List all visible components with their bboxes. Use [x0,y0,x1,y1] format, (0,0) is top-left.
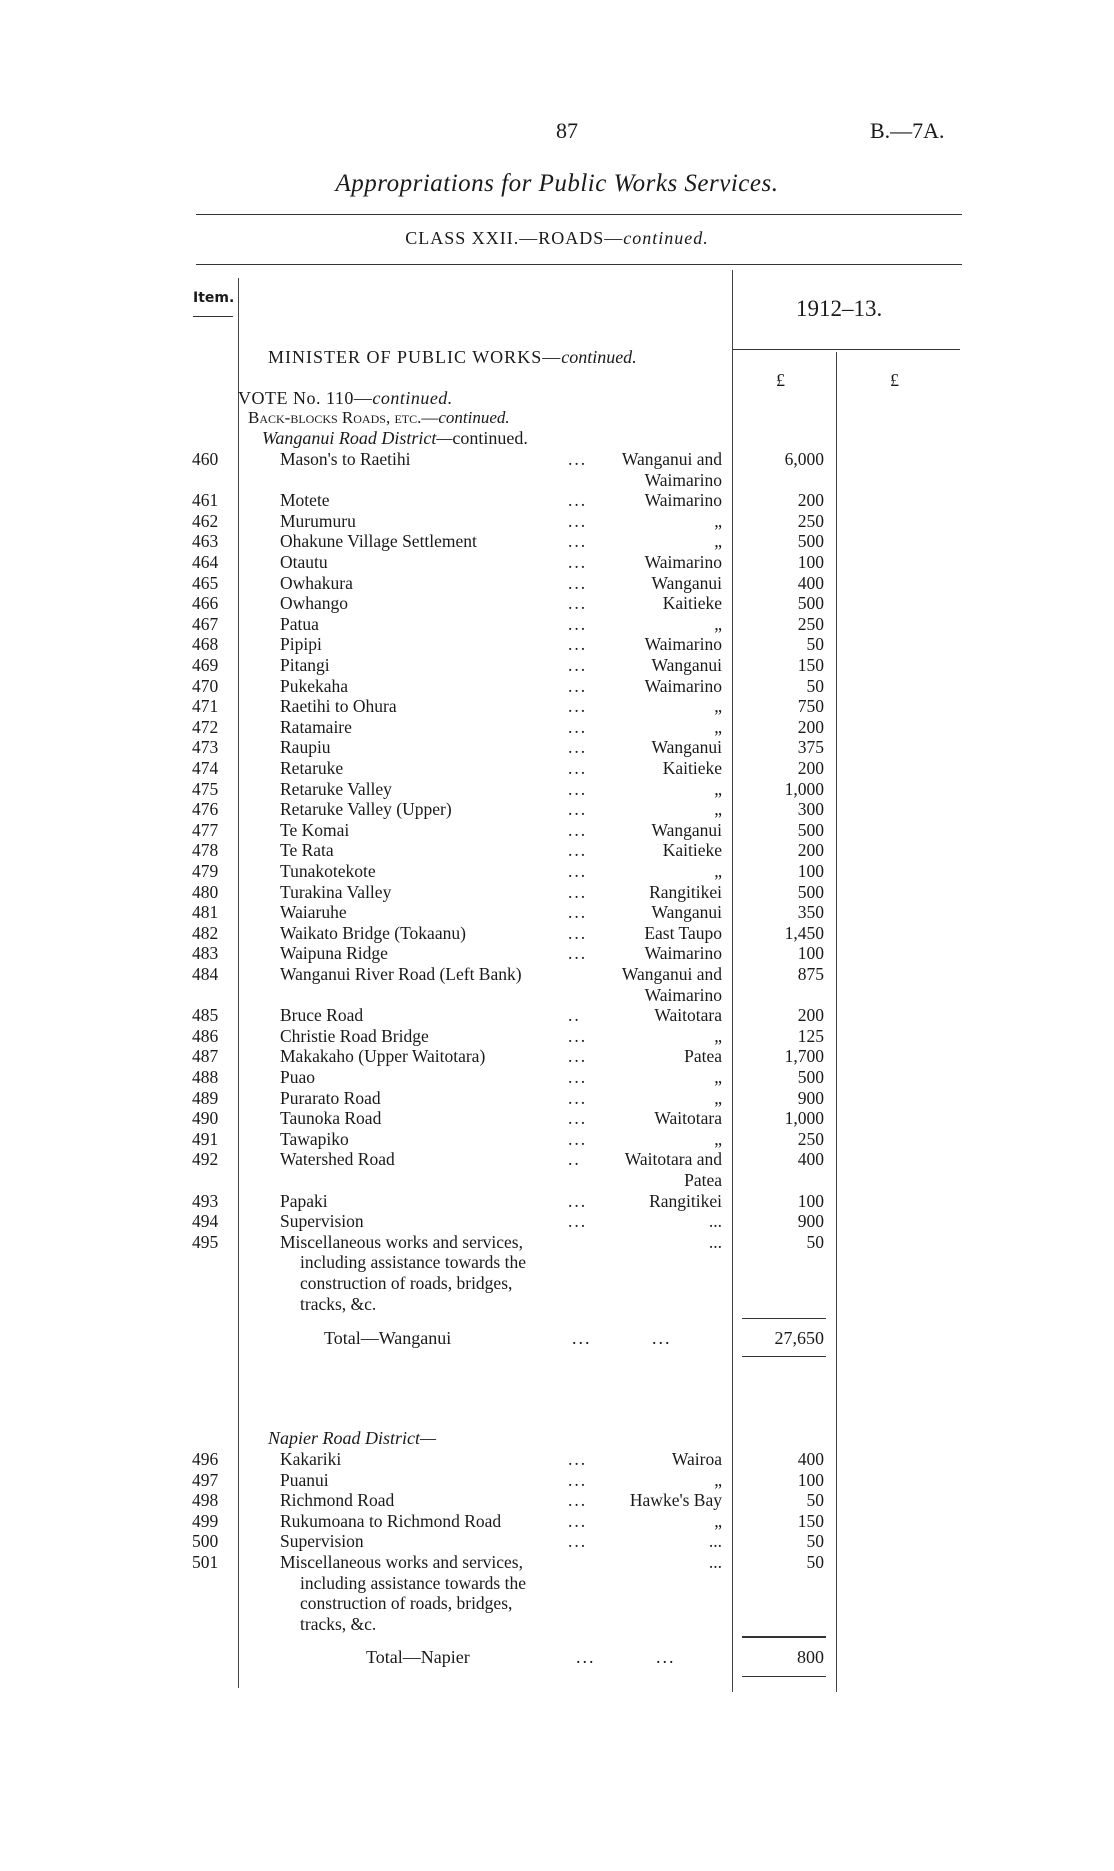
item-location: „ [714,531,722,552]
item-amount: 1,450 [784,922,824,943]
item-amount: 1,000 [784,778,824,799]
item-name: Waipuna Ridge [280,943,388,964]
leader-dots: ... [568,902,588,923]
table-row [0,861,1114,881]
item-location: Wanganui and [621,964,722,984]
item-amount: 100 [797,861,824,881]
table-row [0,676,1114,696]
item-name: Owhakura [280,572,353,593]
item-location: Wanganui and [621,449,722,469]
item-amount: 250 [797,613,824,634]
item-number: 472 [192,716,219,737]
item-amount: 400 [797,1449,824,1469]
table-row [0,882,1114,902]
item-name: Wanganui River Road (Left Bank) [280,964,522,984]
leader-dots: ... [568,1087,588,1108]
item-name: Retaruke Valley (Upper) [280,799,452,820]
item-number: 485 [192,1005,219,1026]
wanganui-total-dots-2: ... [652,1328,672,1348]
item-amount: 50 [806,675,824,696]
table-row-continuation [0,1573,1114,1593]
item-location: „ [714,613,722,634]
leader-dots: ... [568,696,588,717]
item-name: Te Komai [280,819,350,840]
item-amount: 150 [797,655,824,675]
item-number: 482 [192,922,219,943]
napier-total-dots-2: ... [656,1647,676,1667]
item-name: Christie Road Bridge [280,1025,429,1046]
item-location: Waitotara [654,1108,722,1129]
table-row [0,593,1114,613]
table-row [0,1511,1114,1531]
table-row [0,717,1114,737]
leader-dots: ... [568,1128,588,1149]
leader-dots: ... [568,799,588,820]
leader-dots: .. [568,1149,581,1170]
item-number: 480 [192,881,219,902]
table-row [0,614,1114,634]
item-location: „ [714,1067,722,1087]
item-amount: 100 [797,943,824,964]
item-number: 495 [192,1231,219,1252]
item-number: 461 [192,490,219,511]
item-number: 463 [192,531,219,552]
item-location: Kaitieke [662,840,722,861]
item-name: Waiaruhe [280,902,347,923]
item-name: Retaruke [280,758,344,778]
item-location: Waimarino [644,634,722,655]
item-name: Raupiu [280,737,331,758]
leader-dots: ... [568,1449,588,1469]
item-amount: 50 [806,1490,824,1511]
leader-dots: ... [568,510,588,531]
item-name: Papaki [280,1190,328,1211]
table-row [0,1088,1114,1108]
item-amount: 50 [806,634,824,655]
leader-dots: ... [568,1108,588,1129]
item-number: 470 [192,675,219,696]
year-column-header: 1912–13. [796,296,883,321]
minister-heading: MINISTER OF PUBLIC WORKS—continued. [268,347,637,367]
item-name: Te Rata [280,840,334,861]
item-amount: 200 [797,1005,824,1026]
item-name: Pukekaha [280,675,349,696]
item-location-line-2: Patea [684,1170,722,1190]
item-location: „ [714,799,722,820]
table-row [0,964,1114,984]
item-amount: 750 [797,696,824,717]
item-location: „ [714,1087,722,1108]
leader-dots: ... [568,1046,588,1067]
item-location: „ [714,1469,722,1490]
item-number: 474 [192,758,219,778]
item-location: „ [714,778,722,799]
item-amount: 250 [797,1128,824,1149]
item-name: Bruce Road [280,1005,364,1026]
leader-dots: ... [568,778,588,799]
leader-dots: ... [568,922,588,943]
leader-dots: ... [568,634,588,655]
item-location: Wanganui [651,655,722,675]
item-amount: 100 [797,1190,824,1211]
item-name: Owhango [280,593,349,614]
item-location: ... [708,1531,722,1552]
item-location: Wanganui [651,572,722,593]
item-location: Waimarino [644,490,722,511]
item-number: 499 [192,1510,219,1531]
table-row [0,758,1114,778]
item-location: Waimarino [644,943,722,964]
item-location: Wairoa [671,1449,722,1469]
item-name: Purarato Road [280,1087,381,1108]
table-row [0,511,1114,531]
item-number: 488 [192,1067,219,1087]
page-reference: B.—7A. [870,118,945,143]
item-location: ... [708,1231,722,1252]
item-location: Waimarino [644,552,722,572]
napier-total-underline [742,1676,826,1677]
leader-dots: ... [568,449,588,469]
item-location: Kaitieke [662,593,722,614]
napier-total-amount: 800 [797,1647,824,1667]
leader-dots: ... [568,881,588,902]
napier-total-dots-1: ... [576,1647,596,1667]
item-location-line-2: Waimarino [644,469,722,490]
item-name: Richmond Road [280,1490,395,1511]
table-row [0,490,1114,510]
item-number: 466 [192,593,219,614]
item-name: Miscellaneous works and services, [280,1552,523,1572]
item-number: 460 [192,449,219,469]
item-number: 497 [192,1469,219,1490]
item-name: Ohakune Village Settlement [280,531,477,552]
item-description-line: tracks, &c. [300,1293,377,1314]
item-name: Waikato Bridge (Tokaanu) [280,922,466,943]
item-location: Rangitikei [649,881,722,902]
table-row [0,799,1114,819]
table-row [0,1108,1114,1128]
table-row [0,634,1114,654]
item-name: Puanui [280,1469,329,1490]
table-row-continuation [0,470,1114,490]
item-name: Tawapiko [280,1128,349,1149]
table-row [0,1046,1114,1066]
item-location: Kaitieke [662,758,722,778]
leader-dots: ... [568,1211,588,1232]
item-name: Supervision [280,1211,364,1232]
item-amount: 50 [806,1231,824,1252]
item-name: Kakariki [280,1449,342,1469]
item-amount: 1,000 [784,1108,824,1129]
table-row [0,737,1114,757]
item-location: Waimarino [644,675,722,696]
item-amount: 400 [797,1149,824,1170]
item-number: 496 [192,1449,219,1469]
page-title: Appropriations for Public Works Services. [335,170,779,197]
table-row [0,655,1114,675]
item-name: Taunoka Road [280,1108,382,1129]
leader-dots: ... [568,613,588,634]
item-number: 467 [192,613,219,634]
pound-symbol-2: £ [890,370,899,390]
item-amount: 300 [797,799,824,820]
item-number: 468 [192,634,219,655]
item-location: „ [714,1510,722,1531]
item-location: Patea [684,1046,722,1067]
table-row [0,1191,1114,1211]
item-amount: 250 [797,510,824,531]
leader-dots: ... [568,737,588,758]
wanganui-total-label: Total—Wanganui [324,1328,452,1348]
leader-dots: ... [568,531,588,552]
item-location: Hawke's Bay [629,1490,722,1511]
table-row [0,902,1114,922]
rule-class [196,264,962,265]
leader-dots: ... [568,490,588,511]
leader-dots: ... [568,1469,588,1490]
item-amount: 400 [797,572,824,593]
item-amount: 375 [797,737,824,758]
leader-dots: ... [568,593,588,614]
item-location: „ [714,510,722,531]
item-location: East Taupo [644,922,722,943]
item-location: Wanganui [651,819,722,840]
table-row-continuation [0,985,1114,1005]
item-name: Ratamaire [280,716,352,737]
leader-dots: ... [568,1490,588,1511]
table-row-continuation [0,1294,1114,1314]
wanganui-total-amount: 27,650 [774,1328,824,1348]
item-name: Watershed Road [280,1149,395,1170]
item-location: „ [714,696,722,717]
leader-dots: ... [568,655,588,675]
item-name: Tunakotekote [280,861,376,881]
table-row [0,820,1114,840]
item-location: „ [714,1025,722,1046]
item-amount: 500 [797,881,824,902]
item-location: Waitotara [654,1005,722,1026]
table-row [0,531,1114,551]
table-row-continuation [0,1273,1114,1293]
item-name: Pipipi [280,634,322,655]
item-number: 494 [192,1211,219,1232]
item-location-line-2: Waimarino [644,984,722,1005]
table-row [0,1005,1114,1025]
item-location: Wanganui [651,902,722,923]
table-row [0,1449,1114,1469]
leader-dots: ... [568,572,588,593]
rule-year [732,349,960,350]
table-row [0,449,1114,469]
item-name: Puao [280,1067,315,1087]
item-number: 475 [192,778,219,799]
table-row [0,1026,1114,1046]
item-location: Waitotara and [624,1149,722,1170]
item-number: 471 [192,696,219,717]
leader-dots: .. [568,1005,581,1026]
item-name: Patua [280,613,319,634]
item-amount: 875 [797,964,824,984]
leader-dots: ... [568,1510,588,1531]
item-number: 487 [192,1046,219,1067]
item-amount: 500 [797,531,824,552]
napier-total-row [0,1647,1114,1667]
table-row [0,1470,1114,1490]
item-number: 478 [192,840,219,861]
leader-dots: ... [568,840,588,861]
table-row [0,696,1114,716]
item-amount: 150 [797,1510,824,1531]
item-location: Wanganui [651,737,722,758]
napier-total-label: Total—Napier [366,1647,470,1667]
item-location: Rangitikei [649,1190,722,1211]
table-row [0,943,1114,963]
item-header-underline [193,316,233,317]
table-row-continuation [0,1593,1114,1613]
item-location: „ [714,716,722,737]
class-heading: CLASS XXII.—ROADS—continued. [405,228,709,248]
table-row [0,1067,1114,1087]
item-name: Murumuru [280,510,356,531]
item-name: Raetihi to Ohura [280,696,397,717]
item-number: 479 [192,861,219,881]
item-amount: 500 [797,819,824,840]
rule-top [196,214,962,215]
item-amount: 6,000 [784,449,824,469]
item-name: Miscellaneous works and services, [280,1231,523,1252]
item-amount: 350 [797,902,824,923]
item-name: Makakaho (Upper Waitotara) [280,1046,486,1067]
vote-heading: VOTE No. 110—continued. [238,388,453,408]
wanganui-total-rule [742,1318,826,1319]
item-number: 490 [192,1108,219,1129]
item-number: 462 [192,510,219,531]
item-location: „ [714,861,722,881]
item-number: 469 [192,655,219,675]
table-row [0,1149,1114,1169]
table-row-continuation [0,1252,1114,1272]
wanganui-total-underline [742,1356,826,1357]
item-description-line: tracks, &c. [300,1613,377,1634]
item-amount: 200 [797,840,824,861]
item-number: 481 [192,902,219,923]
table-row [0,1129,1114,1149]
wanganui-total-row [0,1328,1114,1348]
napier-district-heading: Napier Road District— [268,1428,437,1448]
item-name: Rukumoana to Richmond Road [280,1510,502,1531]
table-row-continuation [0,1614,1114,1634]
item-name: Retaruke Valley [280,778,392,799]
leader-dots: ... [568,861,588,881]
table-row [0,1211,1114,1231]
item-number: 501 [192,1552,219,1572]
item-number: 498 [192,1490,219,1511]
item-name: Supervision [280,1531,364,1552]
item-description-line: including assistance towards the [300,1572,526,1593]
leader-dots: ... [568,758,588,778]
table-row-continuation [0,1170,1114,1190]
item-amount: 100 [797,552,824,572]
table-row [0,1232,1114,1252]
item-number: 489 [192,1087,219,1108]
item-amount: 50 [806,1531,824,1552]
item-amount: 200 [797,758,824,778]
item-amount: 50 [806,1552,824,1572]
item-amount: 1,700 [784,1046,824,1067]
item-number: 500 [192,1531,219,1552]
leader-dots: ... [568,1190,588,1211]
table-row [0,1531,1114,1551]
item-number: 477 [192,819,219,840]
item-number: 476 [192,799,219,820]
item-name: Motete [280,490,330,511]
item-name: Pitangi [280,655,330,675]
table-row [0,779,1114,799]
item-name: Mason's to Raetihi [280,449,411,469]
item-number: 492 [192,1149,219,1170]
leader-dots: ... [568,675,588,696]
table-row [0,552,1114,572]
leader-dots: ... [568,943,588,964]
leader-dots: ... [568,1067,588,1087]
item-location: ... [708,1211,722,1232]
leader-dots: ... [568,716,588,737]
wanganui-district-heading: Wanganui Road District—continued. [262,428,528,448]
leader-dots: ... [568,552,588,572]
item-number: 484 [192,964,219,984]
item-location: ... [708,1552,722,1572]
item-number: 483 [192,943,219,964]
item-amount: 100 [797,1469,824,1490]
item-number: 491 [192,1128,219,1149]
item-amount: 200 [797,490,824,511]
item-amount: 500 [797,1067,824,1087]
item-column-header: Item. [193,290,235,306]
item-amount: 125 [797,1025,824,1046]
item-number: 473 [192,737,219,758]
item-description-line: including assistance towards the [300,1252,526,1273]
item-description-line: construction of roads, bridges, [300,1273,513,1293]
table-row [0,840,1114,860]
item-amount: 200 [797,716,824,737]
item-number: 486 [192,1025,219,1046]
table-row [0,1490,1114,1510]
table-row [0,573,1114,593]
item-location: „ [714,1128,722,1149]
leader-dots: ... [568,1025,588,1046]
page-number: 87 [556,118,578,143]
item-amount: 500 [797,593,824,614]
leader-dots: ... [568,819,588,840]
item-number: 464 [192,552,219,572]
table-row [0,1552,1114,1572]
item-amount: 900 [797,1087,824,1108]
table-row [0,923,1114,943]
leader-dots: ... [568,1531,588,1552]
item-amount: 900 [797,1211,824,1232]
item-number: 493 [192,1190,219,1211]
item-name: Otautu [280,552,328,572]
napier-total-rule [742,1636,826,1638]
pound-symbol-1: £ [776,370,785,390]
wanganui-total-dots-1: ... [572,1328,592,1348]
item-description-line: construction of roads, bridges, [300,1593,513,1614]
backblocks-heading: Back-blocks Roads, etc.—continued. [248,408,510,427]
item-name: Turakina Valley [280,881,392,902]
item-number: 465 [192,572,219,593]
